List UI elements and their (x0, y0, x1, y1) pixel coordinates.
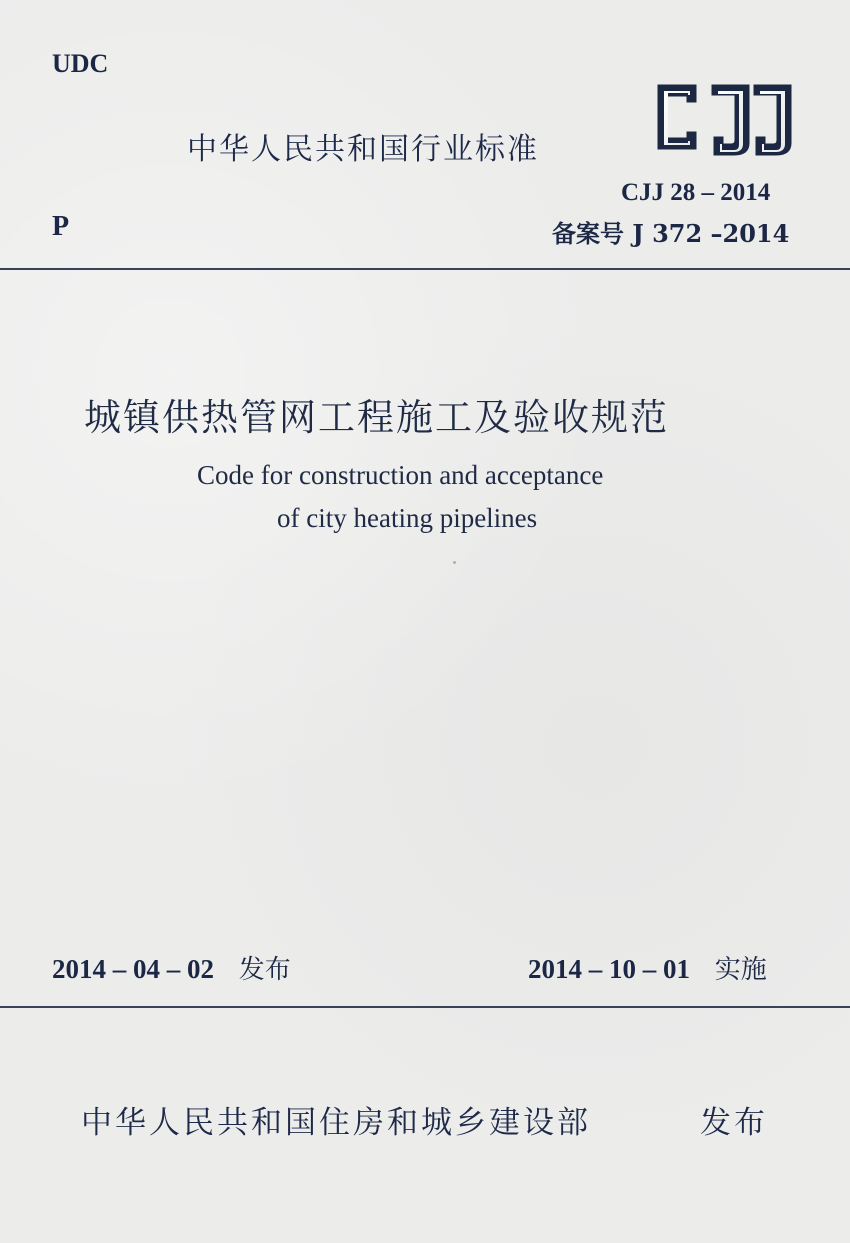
effective-label: 实施 (714, 955, 767, 985)
record-number: 备案号 J 372 –2014 (552, 219, 790, 248)
publish-label: 发布 (238, 955, 291, 985)
udc-label: UDC (52, 49, 109, 78)
standard-number: CJJ 28 – 2014 (621, 179, 771, 206)
top-divider (0, 268, 850, 270)
publisher-name: 中华人民共和国住房和城乡建设部 (81, 1105, 591, 1141)
cjj-logo (650, 77, 802, 157)
main-title-english-line-1: Code for construction and acceptance (197, 460, 604, 490)
bottom-divider (0, 1006, 850, 1008)
publisher-action: 发布 (700, 1105, 768, 1141)
paper-speck (453, 561, 456, 564)
classification-code: P (52, 211, 70, 242)
effective-date: 2014 – 10 – 01 (528, 954, 690, 984)
effective-date-group (528, 949, 767, 986)
main-title-chinese: 城镇供热管网工程施工及验收规范 (84, 396, 669, 439)
publish-date-group (52, 949, 291, 986)
standard-title: 中华人民共和国行业标准 (187, 132, 539, 167)
publish-date: 2014 – 04 – 02 (52, 954, 214, 984)
main-title-english-line-2: of city heating pipelines (277, 503, 538, 533)
